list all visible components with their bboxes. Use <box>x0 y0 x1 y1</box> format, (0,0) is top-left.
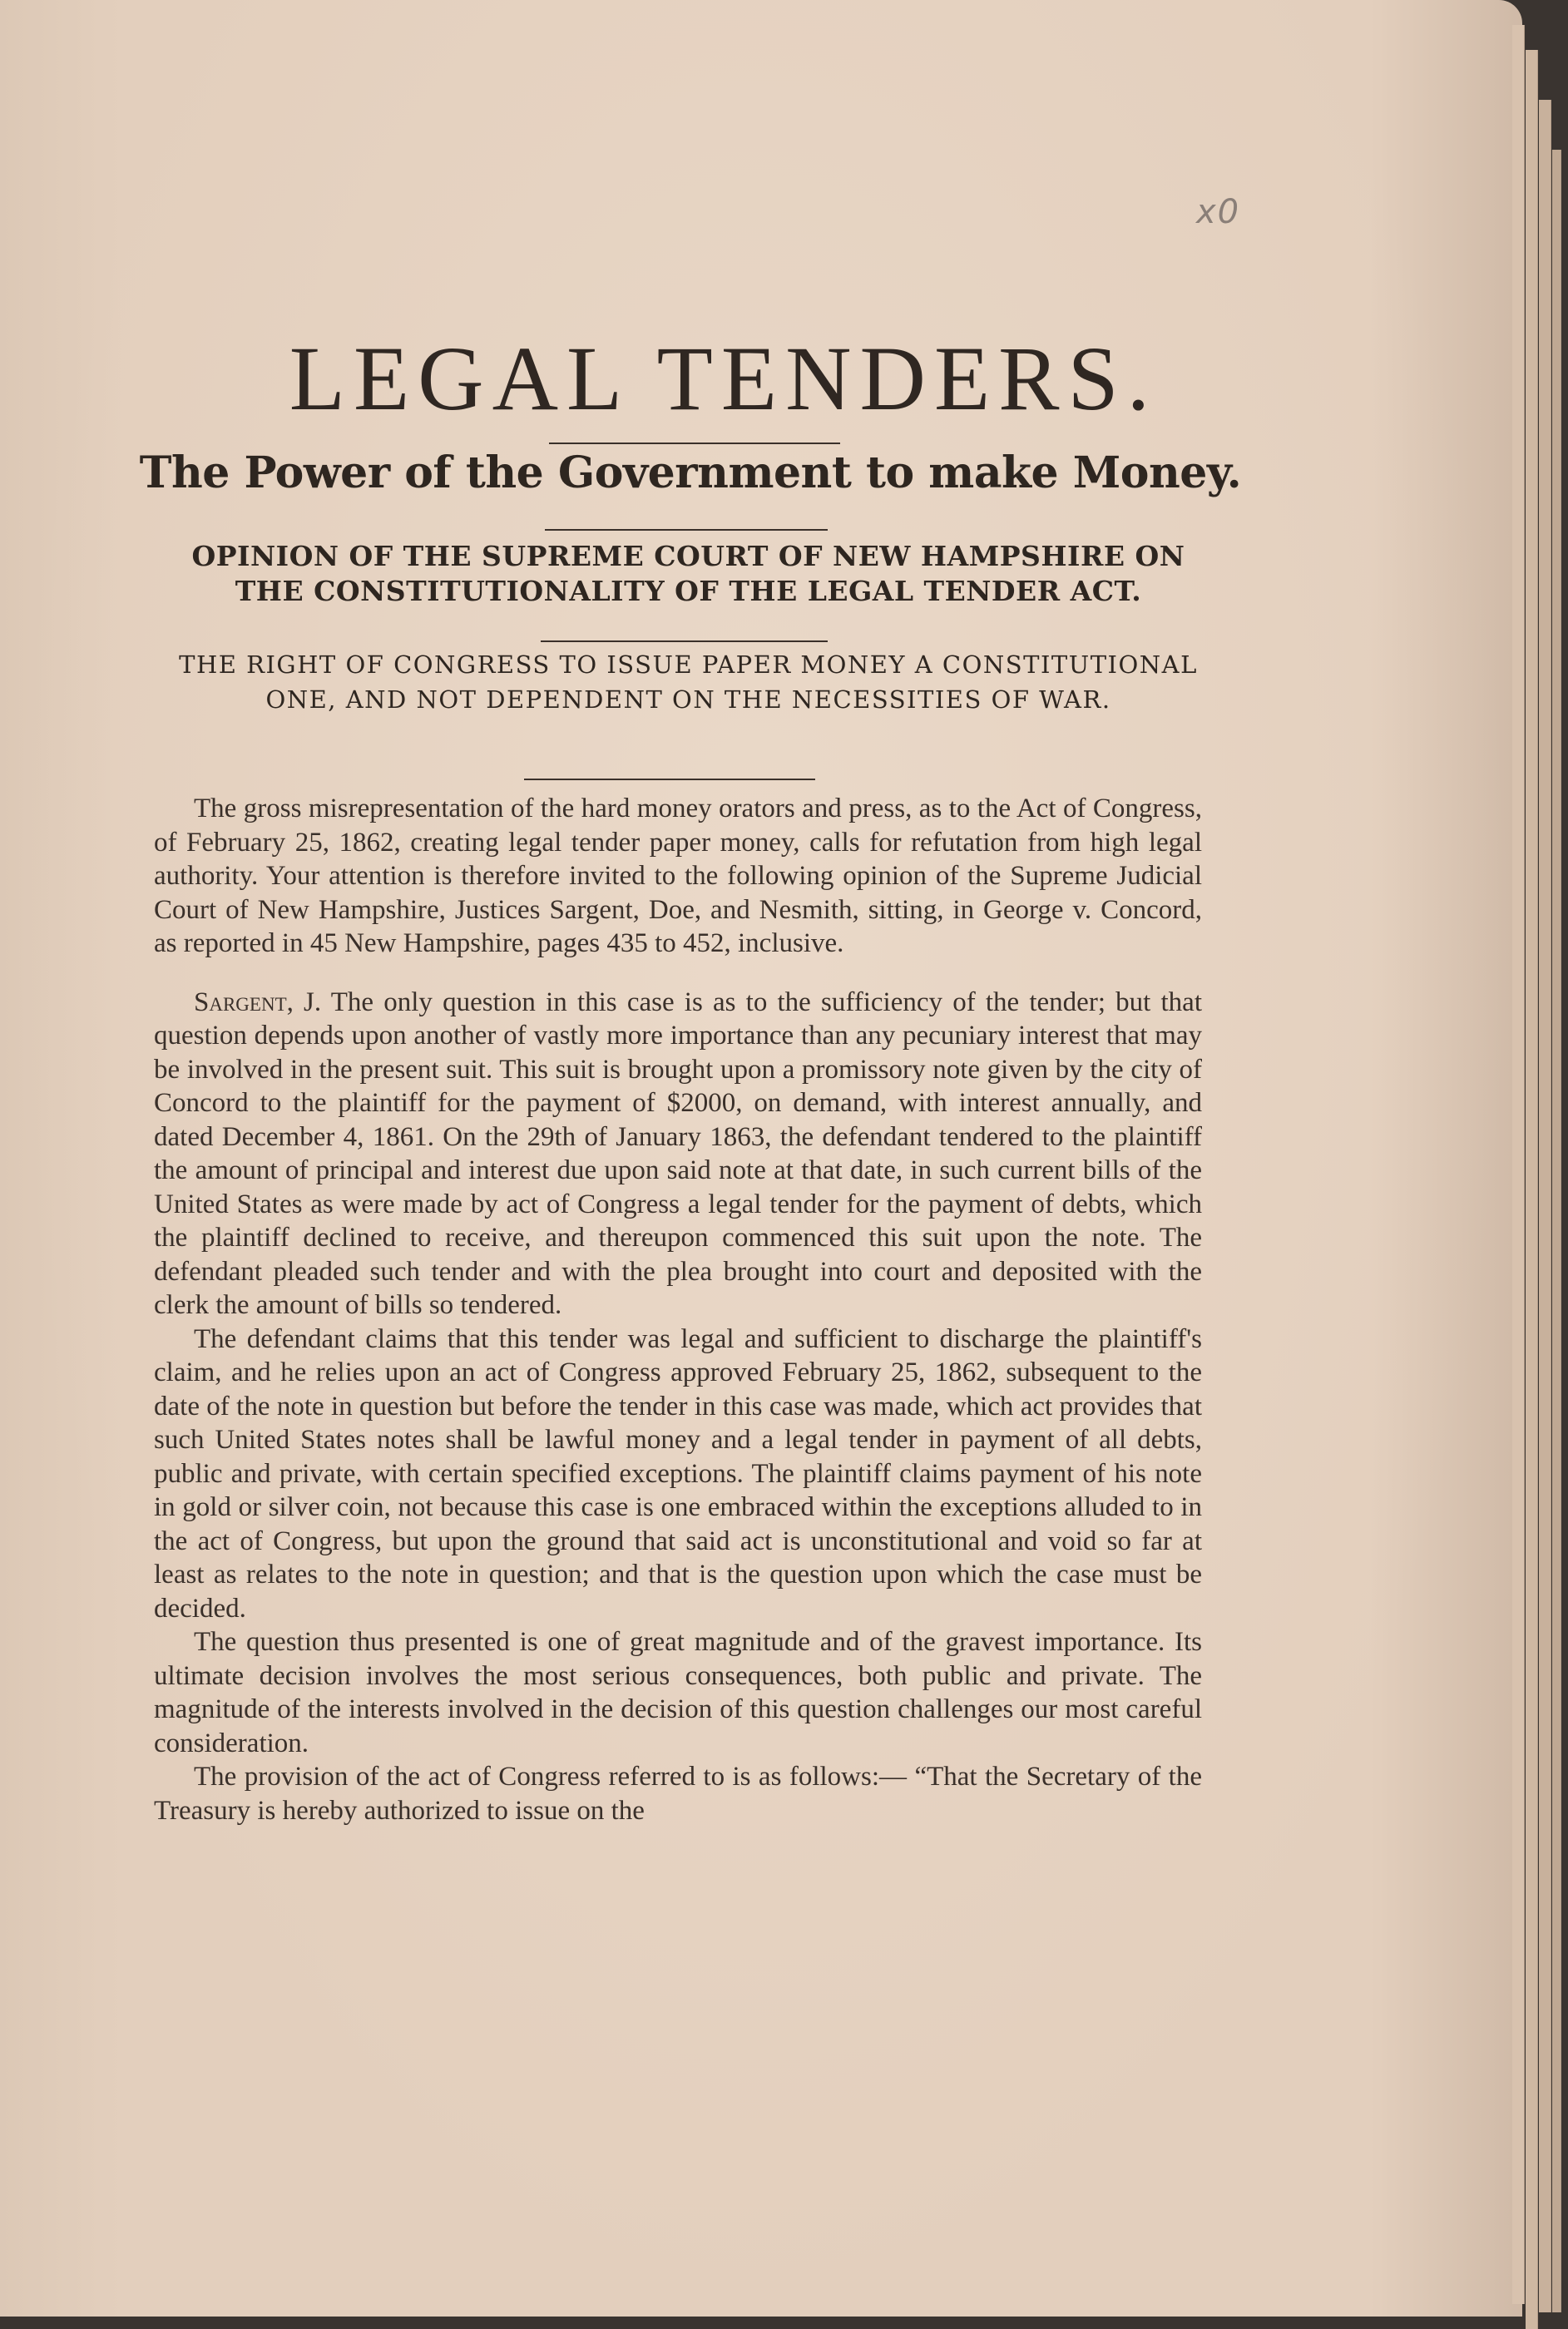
page-edge <box>1552 150 1561 2312</box>
margin-note: x0 <box>1196 193 1241 231</box>
page-edge <box>1539 100 1551 2312</box>
document-subtitle: The Power of the Government to make Money. <box>139 448 1242 498</box>
divider <box>545 529 828 531</box>
body-text <box>154 792 1202 1827</box>
section-heading: THE RIGHT OF CONGRESS TO ISSUE PAPER MONEY A CONSTITUTIONAL ONE, AND NOT DEPENDENT ON THE NECESSITIES OF WAR. <box>179 650 1198 714</box>
page-edge <box>1512 25 1525 2304</box>
paragraph-question: The question thus presented is one of great magnitude and of the gravest importance. Its ultimate decision involves the most serious consequences, both public and private. The magnitude of the interests involved in the decision of this question challenges our most careful consideration. <box>154 1627 1202 1758</box>
judge-name: Sargent, J. <box>194 986 322 1017</box>
divider <box>524 779 815 780</box>
page-edge <box>1526 50 1538 2329</box>
divider <box>541 640 828 642</box>
divider <box>549 443 840 444</box>
paragraph-intro: The gross misrepresentation of the hard money orators and press, as to the Act of Congress, of February 25, 1862, creating legal tender paper money, calls for refutation from high legal authority. Your attention is therefore invited to the following opinion of the Supreme Judicial Court of New Hampshire, Justices Sargent, Doe, and Nesmith, sitting, in George v. Concord, as reported in 45 New Hampshire, pages 435 to 452, inclusive. <box>154 794 1202 958</box>
opinion-heading: OPINION OF THE SUPREME COURT OF NEW HAMPSHIRE ON THE CONSTITUTIONALITY OF THE LEGAL TENDER ACT. <box>191 540 1185 607</box>
paragraph-provision: The provision of the act of Congress referred to is as follows:— “That the Secretary of the Treasury is hereby authorized to issue on the <box>154 1762 1202 1826</box>
paragraph-defendant-claim: The defendant claims that this tender was legal and sufficient to discharge the plaintiff's claim, and he relies upon an act of Congress approved February 25, 1862, subsequent to the date of the note in question but before the tender in this case was made, which act provides that such United States notes shall be lawful money and a legal tender in payment of all debts, public and private, with certain specified exceptions. The plaintiff claims payment of his note in gold or silver coin, not because this case is one embraced within the exceptions alluded to in the act of Congress, but upon the ground that said act is unconstitutional and void so far at least as relates to the note in question; and that is the question upon which the case must be decided. <box>154 1323 1202 1624</box>
paragraph-text: The only question in this case is as to the sufficiency of the tender; but that question depends upon another of vastly more importance than any pecuniary interest that may be involved in the present suit. This suit is brought upon a promissory note given by the city of Concord to the plaintiff for the payment of $2000, on demand, with interest annually, and dated December 4, 1861. On the 29th of January 1863, the defendant tendered to the plaintiff the amount of principal and interest due upon said note at that date, in such current bills of the United States as were made by act of Congress a legal tender for the payment of debts, which the plaintiff declined to receive, and thereupon commenced this suit upon the note. The defendant pleaded such tender and with the plea brought into court and deposited with the clerk the amount of bills so tendered. <box>154 986 1203 1320</box>
paragraph-opinion-start <box>154 986 1202 1323</box>
document-title: LEGAL TENDERS. <box>289 328 1159 429</box>
